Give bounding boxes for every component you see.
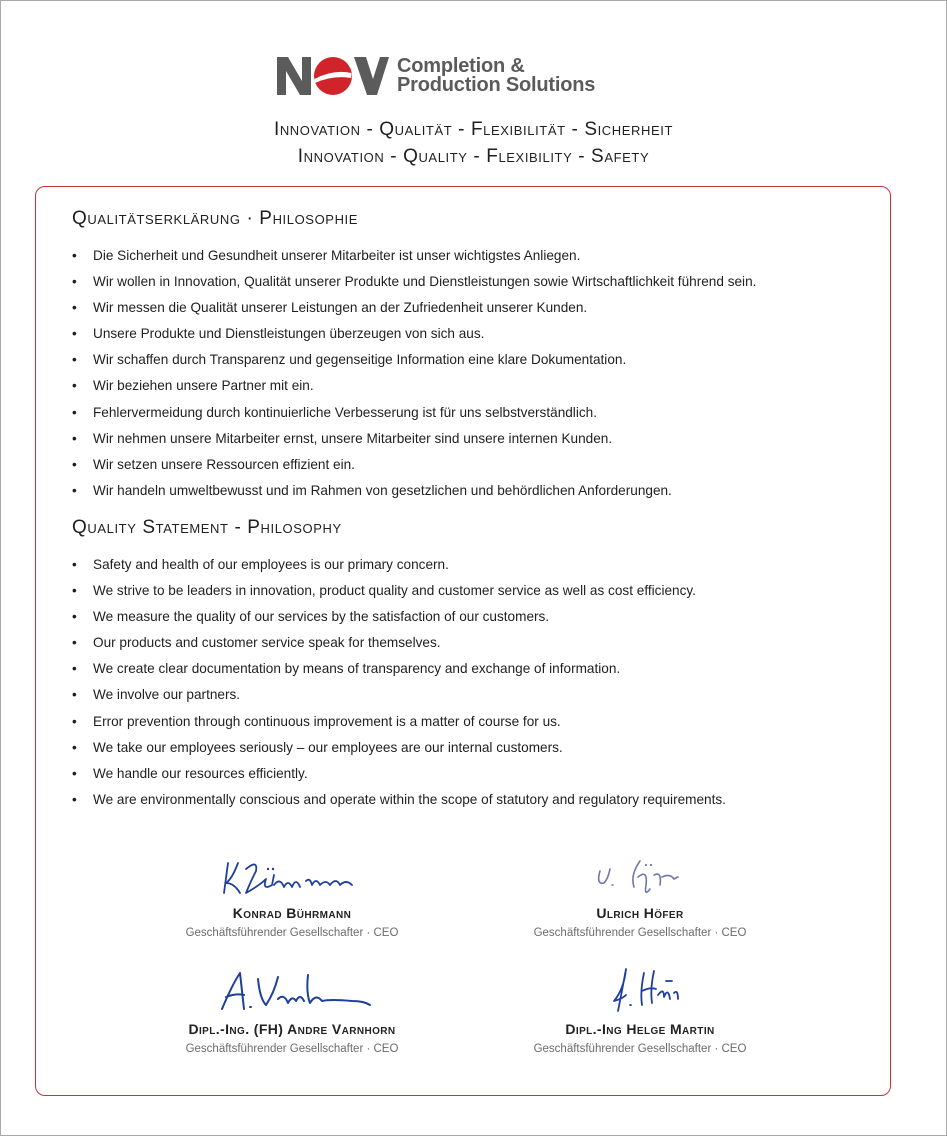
signature-image	[202, 855, 382, 901]
signatory-name: Konrad Bührmann	[232, 905, 352, 921]
list-item: • Safety and health of our employees is our primary concern.	[72, 555, 882, 581]
list-item: • We are environmentally conscious and operate within the scope of statutory and regulatory requirements.	[72, 790, 882, 816]
bullet-icon: •	[72, 248, 77, 263]
list-item: • We handle our resources efficiently.	[72, 764, 882, 790]
list-item: • Wir setzen unsere Ressourcen effizient ein.	[72, 455, 882, 481]
list-item: • Unsere Produkte und Dienstleistungen überzeugen von sich aus.	[72, 324, 882, 350]
bullet-icon: •	[72, 583, 77, 599]
list-item: • Error prevention through continuous improvement is a matter of course for us.	[72, 712, 882, 738]
bullet-icon: •	[72, 326, 77, 342]
bullet-icon: •	[72, 482, 77, 498]
list-item: • Wir messen die Qualität unserer Leistungen an der Zufriedenheit unserer Kunden.	[72, 298, 882, 324]
list-item: • Wir handeln umweltbewusst und im Rahmen von gesetzlichen und behördlichen Anforderungen.	[72, 481, 882, 507]
logo-line-1: Completion &	[397, 55, 525, 77]
bullet-icon: •	[72, 635, 77, 651]
list-item: • We measure the quality of our services by the satisfaction of our customers.	[72, 607, 882, 633]
list-item: • Wir schaffen durch Transparenz und gegenseitige Information eine klare Dokumentation.	[72, 350, 882, 376]
list-item: • We take our employees seriously – our employees are our internal customers.	[72, 738, 882, 764]
bullet-icon: •	[72, 791, 77, 807]
bullet-icon: •	[72, 378, 77, 394]
english-statement-list	[72, 555, 882, 816]
bullet-icon: •	[72, 404, 77, 420]
tagline-german: Innovation - Qualität - Flexibilität - Sicherheit	[273, 119, 674, 140]
signatory-name: Dipl.-Ing Helge Martin	[565, 1021, 715, 1037]
bullet-icon: •	[72, 713, 77, 729]
signature-block-hoefer	[460, 855, 820, 939]
list-item: • We create clear documentation by means of transparency and exchange of information.	[72, 659, 882, 685]
signatory-name: Ulrich Höfer	[596, 905, 684, 921]
list-item: • Fehlervermeidung durch kontinuierliche Verbesserung ist für uns selbstverständlich.	[72, 403, 882, 429]
signatory-role: Geschäftsführender Gesellschafter · CEO	[185, 1043, 399, 1055]
bullet-icon: •	[72, 557, 77, 572]
list-item: • Die Sicherheit und Gesundheit unserer Mitarbeiter ist unser wichtigstes Anliegen.	[72, 246, 882, 272]
company-logo	[277, 53, 595, 99]
list-item: • Wir nehmen unsere Mitarbeiter ernst, unsere Mitarbeiter sind unsere internen Kunden.	[72, 429, 882, 455]
bullet-icon: •	[72, 661, 77, 677]
signature-image	[192, 965, 392, 1017]
signature-image	[550, 855, 730, 901]
list-item: • Wir beziehen unsere Partner mit ein.	[72, 376, 882, 402]
list-item: • We strive to be leaders in innovation, product quality and customer service as well as cost efficiency.	[72, 581, 882, 607]
bullet-icon: •	[72, 456, 77, 472]
section-title-english: Quality Statement - Philosophy	[72, 517, 342, 538]
section-title-german: Qualitätserklärung · Philosophie	[72, 208, 359, 229]
bullet-icon: •	[72, 687, 77, 703]
signature-block-buehrmann	[112, 855, 472, 939]
bullet-icon: •	[72, 739, 77, 755]
signatory-role: Geschäftsführender Gesellschafter · CEO	[533, 1043, 747, 1055]
nov-logo-mark	[277, 55, 389, 97]
signatory-role: Geschäftsführender Gesellschafter · CEO	[533, 927, 747, 939]
bullet-icon: •	[72, 430, 77, 446]
bullet-icon: •	[72, 352, 77, 368]
list-item: • We involve our partners.	[72, 685, 882, 711]
signature-block-martin	[460, 965, 820, 1055]
bullet-icon: •	[72, 274, 77, 290]
signature-image	[540, 965, 740, 1017]
list-item: • Our products and customer service speak for themselves.	[72, 633, 882, 659]
signature-block-varnhorn	[112, 965, 472, 1055]
bullet-icon: •	[72, 300, 77, 316]
logo-line-2: Production Solutions	[397, 74, 596, 96]
signatory-role: Geschäftsführender Gesellschafter · CEO	[185, 927, 399, 939]
german-statement-list	[72, 246, 882, 507]
bullet-icon: •	[72, 765, 77, 781]
signatory-name: Dipl.-Ing. (FH) Andre Varnhorn	[188, 1021, 396, 1037]
bullet-icon: •	[72, 609, 77, 625]
list-item: • Wir wollen in Innovation, Qualität unserer Produkte und Dienstleistungen sowie Wirtschaftlichkeit führend sein.	[72, 272, 882, 298]
tagline-english: Innovation - Quality - Flexibility - Safety	[297, 146, 650, 167]
